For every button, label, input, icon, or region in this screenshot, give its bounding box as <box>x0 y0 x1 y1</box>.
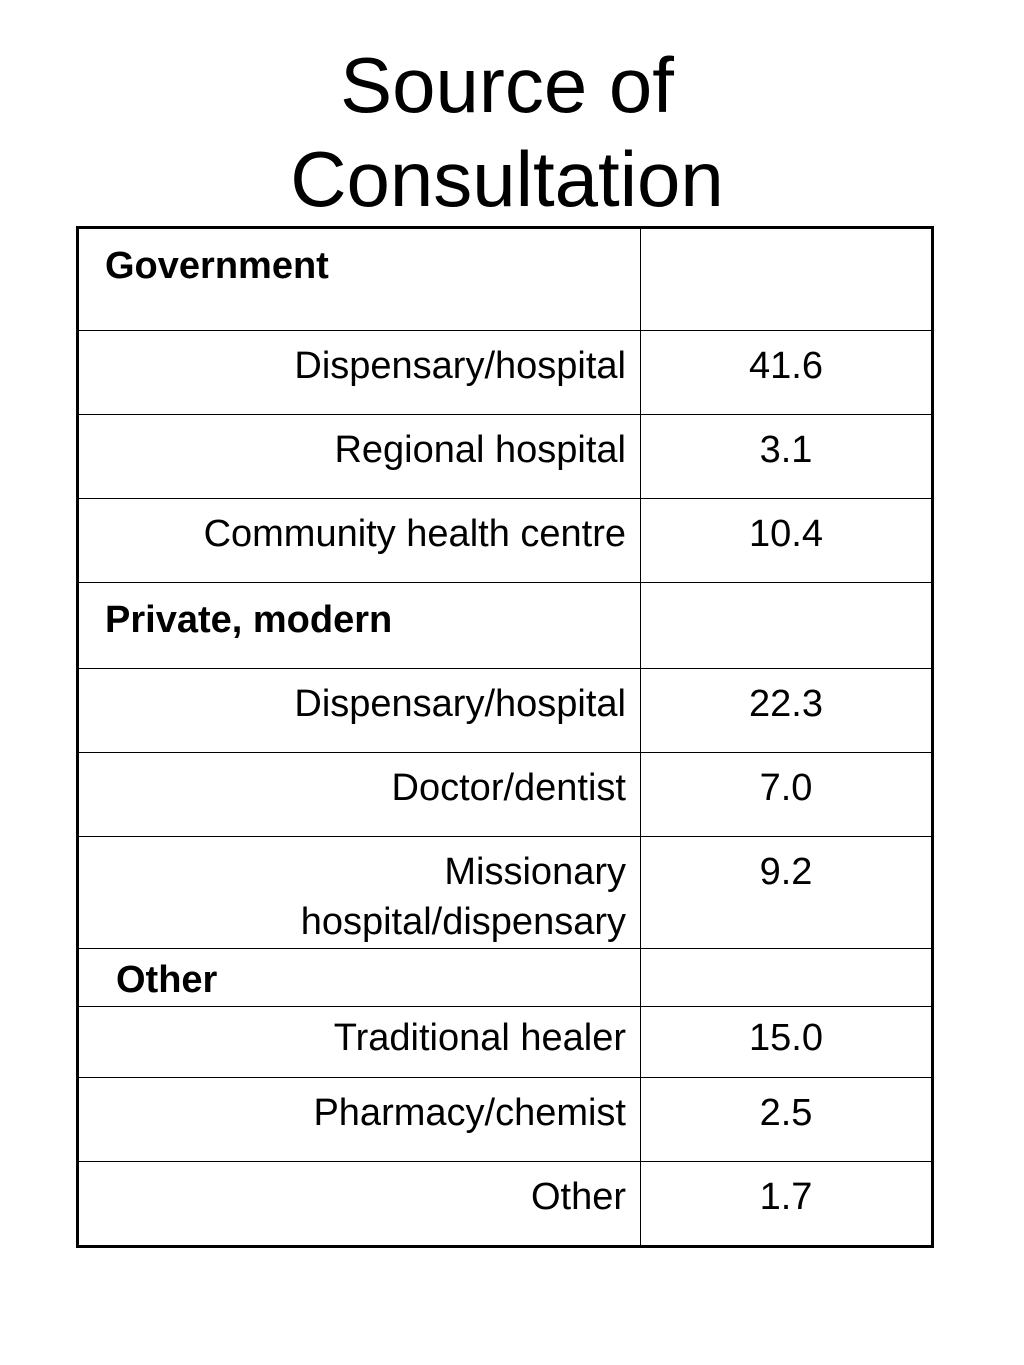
value-cell: 22.3 <box>641 669 933 753</box>
value-cell: 41.6 <box>641 331 933 415</box>
value-cell: 9.2 <box>641 837 933 949</box>
category-label: Other <box>78 949 641 1007</box>
value-cell: 2.5 <box>641 1078 933 1162</box>
category-label: Private, modern <box>78 583 641 669</box>
table-row <box>78 415 933 499</box>
source-cell: Pharmacy/chemist <box>78 1078 641 1162</box>
source-cell-text: Missionary hospital/dispensary <box>300 851 626 943</box>
category-row-other <box>78 949 933 1007</box>
source-cell: Doctor/dentist <box>78 753 641 837</box>
table-row <box>78 669 933 753</box>
category-label: Government <box>78 228 641 331</box>
value-cell: 7.0 <box>641 753 933 837</box>
value-cell: 1.7 <box>641 1162 933 1247</box>
table-row <box>78 1078 933 1162</box>
table-row <box>78 499 933 583</box>
category-row-government <box>78 228 933 331</box>
table-row <box>78 1007 933 1078</box>
source-cell: Regional hospital <box>78 415 641 499</box>
consultation-source-table <box>76 226 934 1248</box>
title-line-1: Source of <box>340 41 674 129</box>
source-cell: Dispensary/hospital <box>78 669 641 753</box>
table-row <box>78 1162 933 1247</box>
empty-value-cell <box>641 583 933 669</box>
page-title <box>0 38 1014 226</box>
source-cell: Traditional healer <box>78 1007 641 1078</box>
value-cell: 3.1 <box>641 415 933 499</box>
source-cell <box>78 837 641 949</box>
empty-value-cell <box>641 228 933 331</box>
source-cell: Other <box>78 1162 641 1247</box>
table-row <box>78 837 933 949</box>
value-cell: 15.0 <box>641 1007 933 1078</box>
empty-value-cell <box>641 949 933 1007</box>
value-cell: 10.4 <box>641 499 933 583</box>
source-cell: Dispensary/hospital <box>78 331 641 415</box>
category-row-private-modern <box>78 583 933 669</box>
title-line-2: Consultation <box>290 135 724 223</box>
table-row <box>78 753 933 837</box>
table-row <box>78 331 933 415</box>
source-cell: Community health centre <box>78 499 641 583</box>
